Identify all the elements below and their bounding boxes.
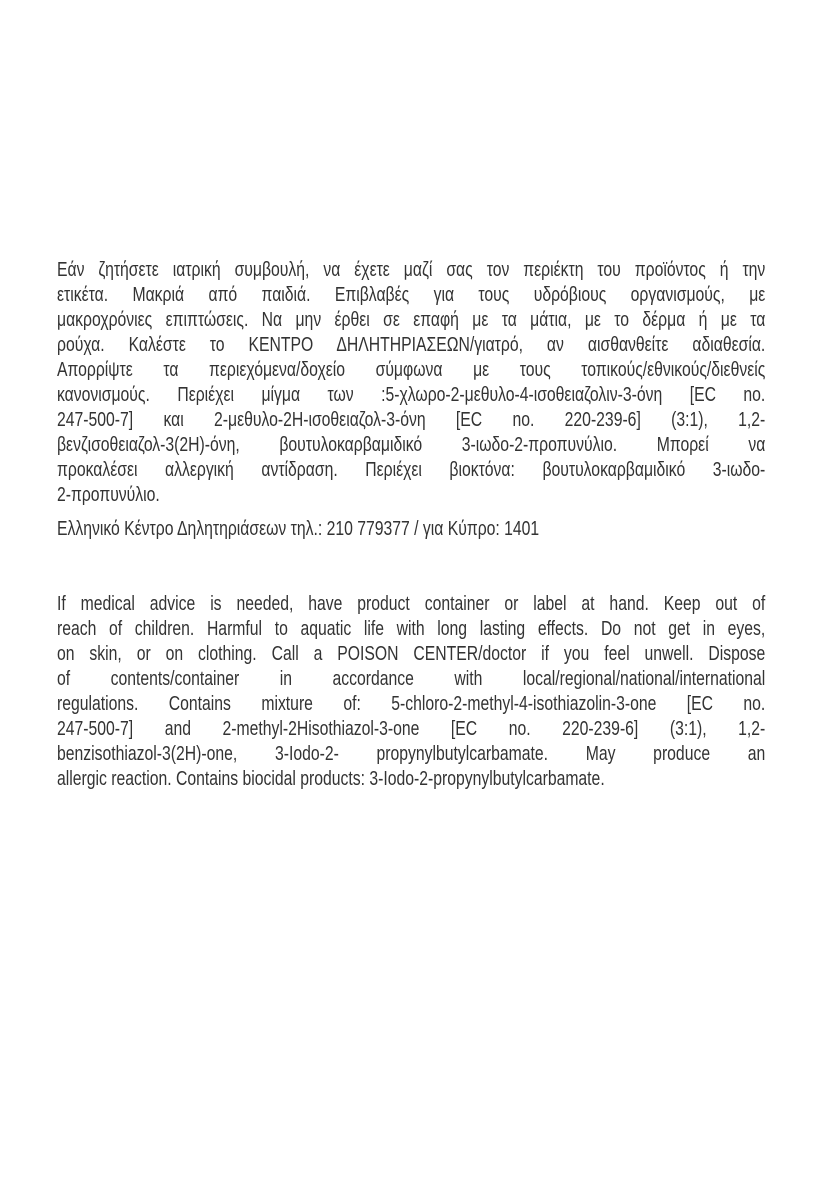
greek-hazard-paragraph	[57, 258, 765, 508]
text-line: Εάν ζητήσετε ιατρική συμβουλή, να έχετε μαζί σας τον περιέκτη του προϊόντος ή την	[57, 259, 766, 281]
text-line: regulations. Contains mixture of: 5-chloro-2-methyl-4-isothiazolin-3-one [EC no.	[57, 693, 766, 715]
text-line: 2-προπυνύλιο.	[57, 484, 160, 506]
text-line: προκαλέσει αλλεργική αντίδραση. Περιέχει βιοκτόνα: βουτυλοκαρβαμιδικό 3-ιωδο-	[57, 459, 766, 481]
text-line: benzisothiazol-3(2H)-one, 3-Iodo-2- propynylbutylcarbamate. May produce an	[57, 743, 766, 765]
text-line: ετικέτα. Μακριά από παιδιά. Επιβλαβές για τους υδρόβιους οργανισμούς, με	[57, 284, 766, 306]
english-hazard-paragraph	[57, 592, 765, 792]
text-line: reach of children. Harmful to aquatic life with long lasting effects. Do not get in eyes,	[57, 618, 766, 640]
text-line: on skin, or on clothing. Call a POISON CENTER/doctor if you feel unwell. Dispose	[57, 643, 766, 665]
text-line: 247-500-7] και 2-μεθυλο-2H-ισοθειαζολ-3-όνη [EC no. 220-239-6] (3:1), 1,2-	[57, 409, 766, 431]
text-line: allergic reaction. Contains biocidal products: 3-Iodo-2-propynylbutylcarbamate.	[57, 768, 605, 790]
text-line: κανονισμούς. Περιέχει μίγμα των :5-χλωρο-2-μεθυλο-4-ισοθειαζολιν-3-όνη [EC no.	[57, 384, 766, 406]
label-text-block	[57, 258, 765, 792]
text-line: ρούχα. Καλέστε το ΚΕΝΤΡΟ ΔΗΛΗΤΗΡΙΑΣΕΩΝ/γιατρό, αν αισθανθείτε αδιαθεσία.	[57, 334, 766, 356]
text-line: μακροχρόνιες επιπτώσεις. Να μην έρθει σε επαφή με τα μάτια, με το δέρμα ή με τα	[57, 309, 766, 331]
text-line: 247-500-7] and 2-methyl-2Hisothiazol-3-one [EC no. 220-239-6] (3:1), 1,2-	[57, 718, 766, 740]
text-line: If medical advice is needed, have product container or label at hand. Keep out of	[57, 593, 766, 615]
text-line: Απορρίψτε τα περιεχόμενα/δοχείο σύμφωνα με τους τοπικούς/εθνικούς/διεθνείς	[57, 359, 766, 381]
text-line: of contents/container in accordance with local/regional/national/international	[57, 668, 766, 690]
poison-center-contact-line: Ελληνικό Κέντρο Δηλητηριάσεων τηλ.: 210 779377 / για Κύπρο: 1401	[57, 518, 540, 540]
text-line: βενζισοθειαζολ-3(2H)-όνη, βουτυλοκαρβαμιδικό 3-ιωδο-2-προπυνύλιο. Μπορεί να	[57, 434, 766, 456]
